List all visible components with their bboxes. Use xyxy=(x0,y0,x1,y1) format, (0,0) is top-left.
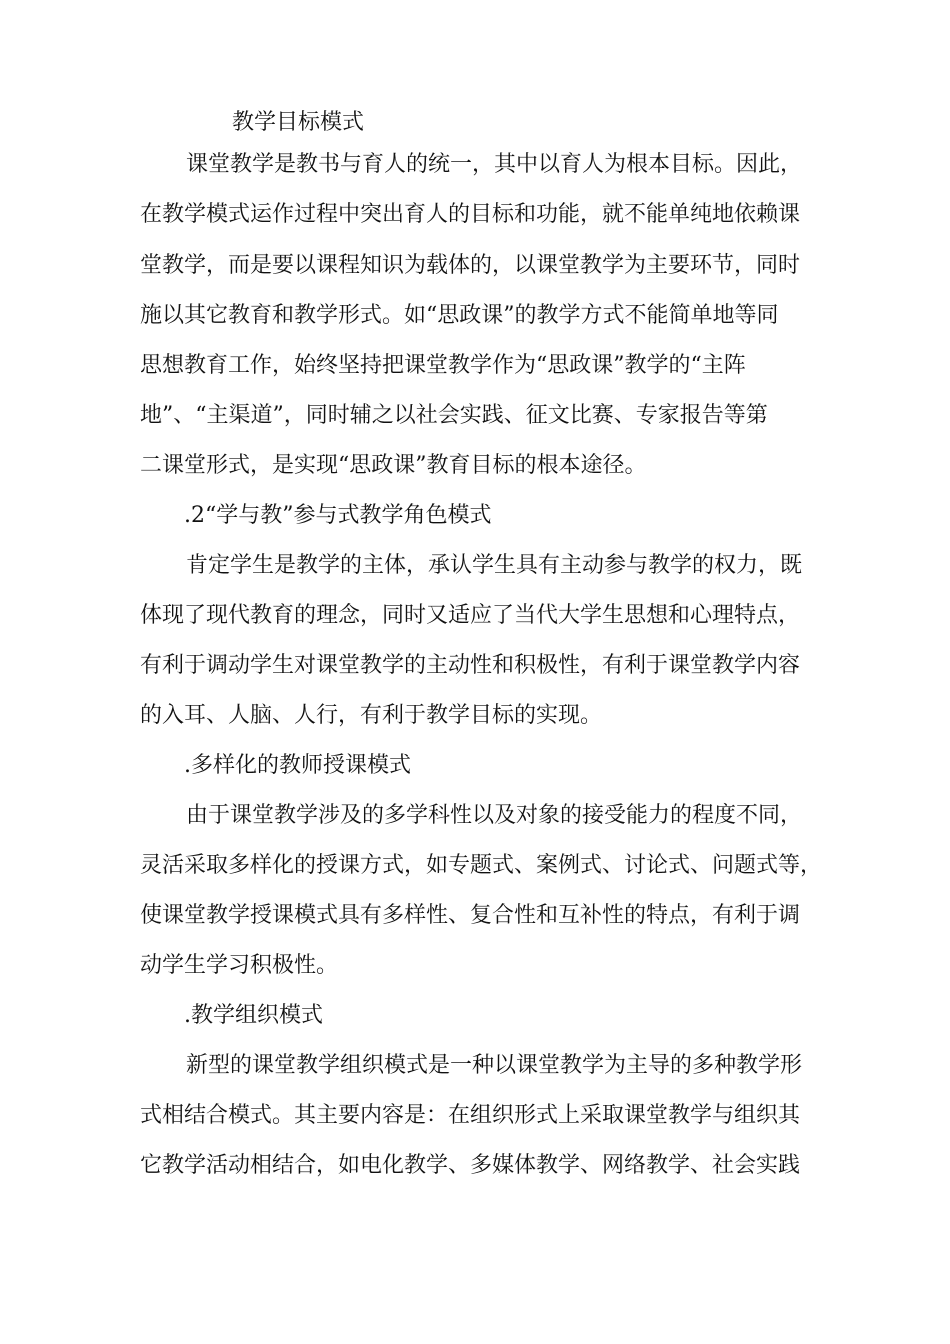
paragraph-line: 有利于调动学生对课堂教学的主动性和积极性，有利于课堂教学内容 xyxy=(140,653,801,678)
paragraph-line: 地”、“主渠道”，同时辅之以社会实践、征文比赛、专家报告等第 xyxy=(140,403,768,428)
section-heading-organization-mode: .教学组织模式 xyxy=(184,1003,323,1028)
paragraph-line: 思想教育工作，始终坚持把课堂教学作为“思政课”教学的“主阵 xyxy=(140,353,746,378)
paragraph-line: 使课堂教学授课模式具有多样性、复合性和互补性的特点，有利于调 xyxy=(140,903,801,928)
paragraph-line: 的入耳、人脑、人行，有利于教学目标的实现。 xyxy=(140,703,603,728)
paragraph-line: 式相结合模式。其主要内容是：在组织形式上采取课堂教学与组织其 xyxy=(140,1103,801,1128)
paragraph-line: 二课堂形式，是实现“思政课”教育目标的根本途径。 xyxy=(140,453,647,478)
section-heading-diverse-teaching-mode: .多样化的教师授课模式 xyxy=(184,753,411,778)
paragraph-line: 施以其它教育和教学形式。如“思政课”的教学方式不能简单地等同 xyxy=(140,303,779,328)
paragraph-line: 肯定学生是教学的主体，承认学生具有主动参与教学的权力，既 xyxy=(186,553,803,578)
section-heading-teaching-goal-mode: 教学目标模式 xyxy=(232,110,365,135)
section-heading-learning-teaching-mode: .2“学与教”参与式教学角色模式 xyxy=(184,503,492,528)
paragraph-line: 堂教学，而是要以课程知识为载体的，以课堂教学为主要环节，同时 xyxy=(140,253,801,278)
paragraph-line: 体现了现代教育的理念，同时又适应了当代大学生思想和心理特点， xyxy=(140,603,801,628)
paragraph-line: 动学生学习积极性。 xyxy=(140,953,339,978)
paragraph-line: 在教学模式运作过程中突出育人的目标和功能，就不能单纯地依赖课 xyxy=(140,202,801,227)
paragraph-line: 灵活采取多样化的授课方式，如专题式、案例式、讨论式、问题式等， xyxy=(140,853,823,878)
paragraph-line: 由于课堂教学涉及的多学科性以及对象的接受能力的程度不同， xyxy=(186,803,803,828)
paragraph-line: 新型的课堂教学组织模式是一种以课堂教学为主导的多种教学形 xyxy=(186,1053,803,1078)
paragraph-line: 它教学活动相结合，如电化教学、多媒体教学、网络教学、社会实践 xyxy=(140,1153,801,1178)
paragraph-line: 课堂教学是教书与育人的统一，其中以育人为根本目标。因此， xyxy=(186,152,803,177)
